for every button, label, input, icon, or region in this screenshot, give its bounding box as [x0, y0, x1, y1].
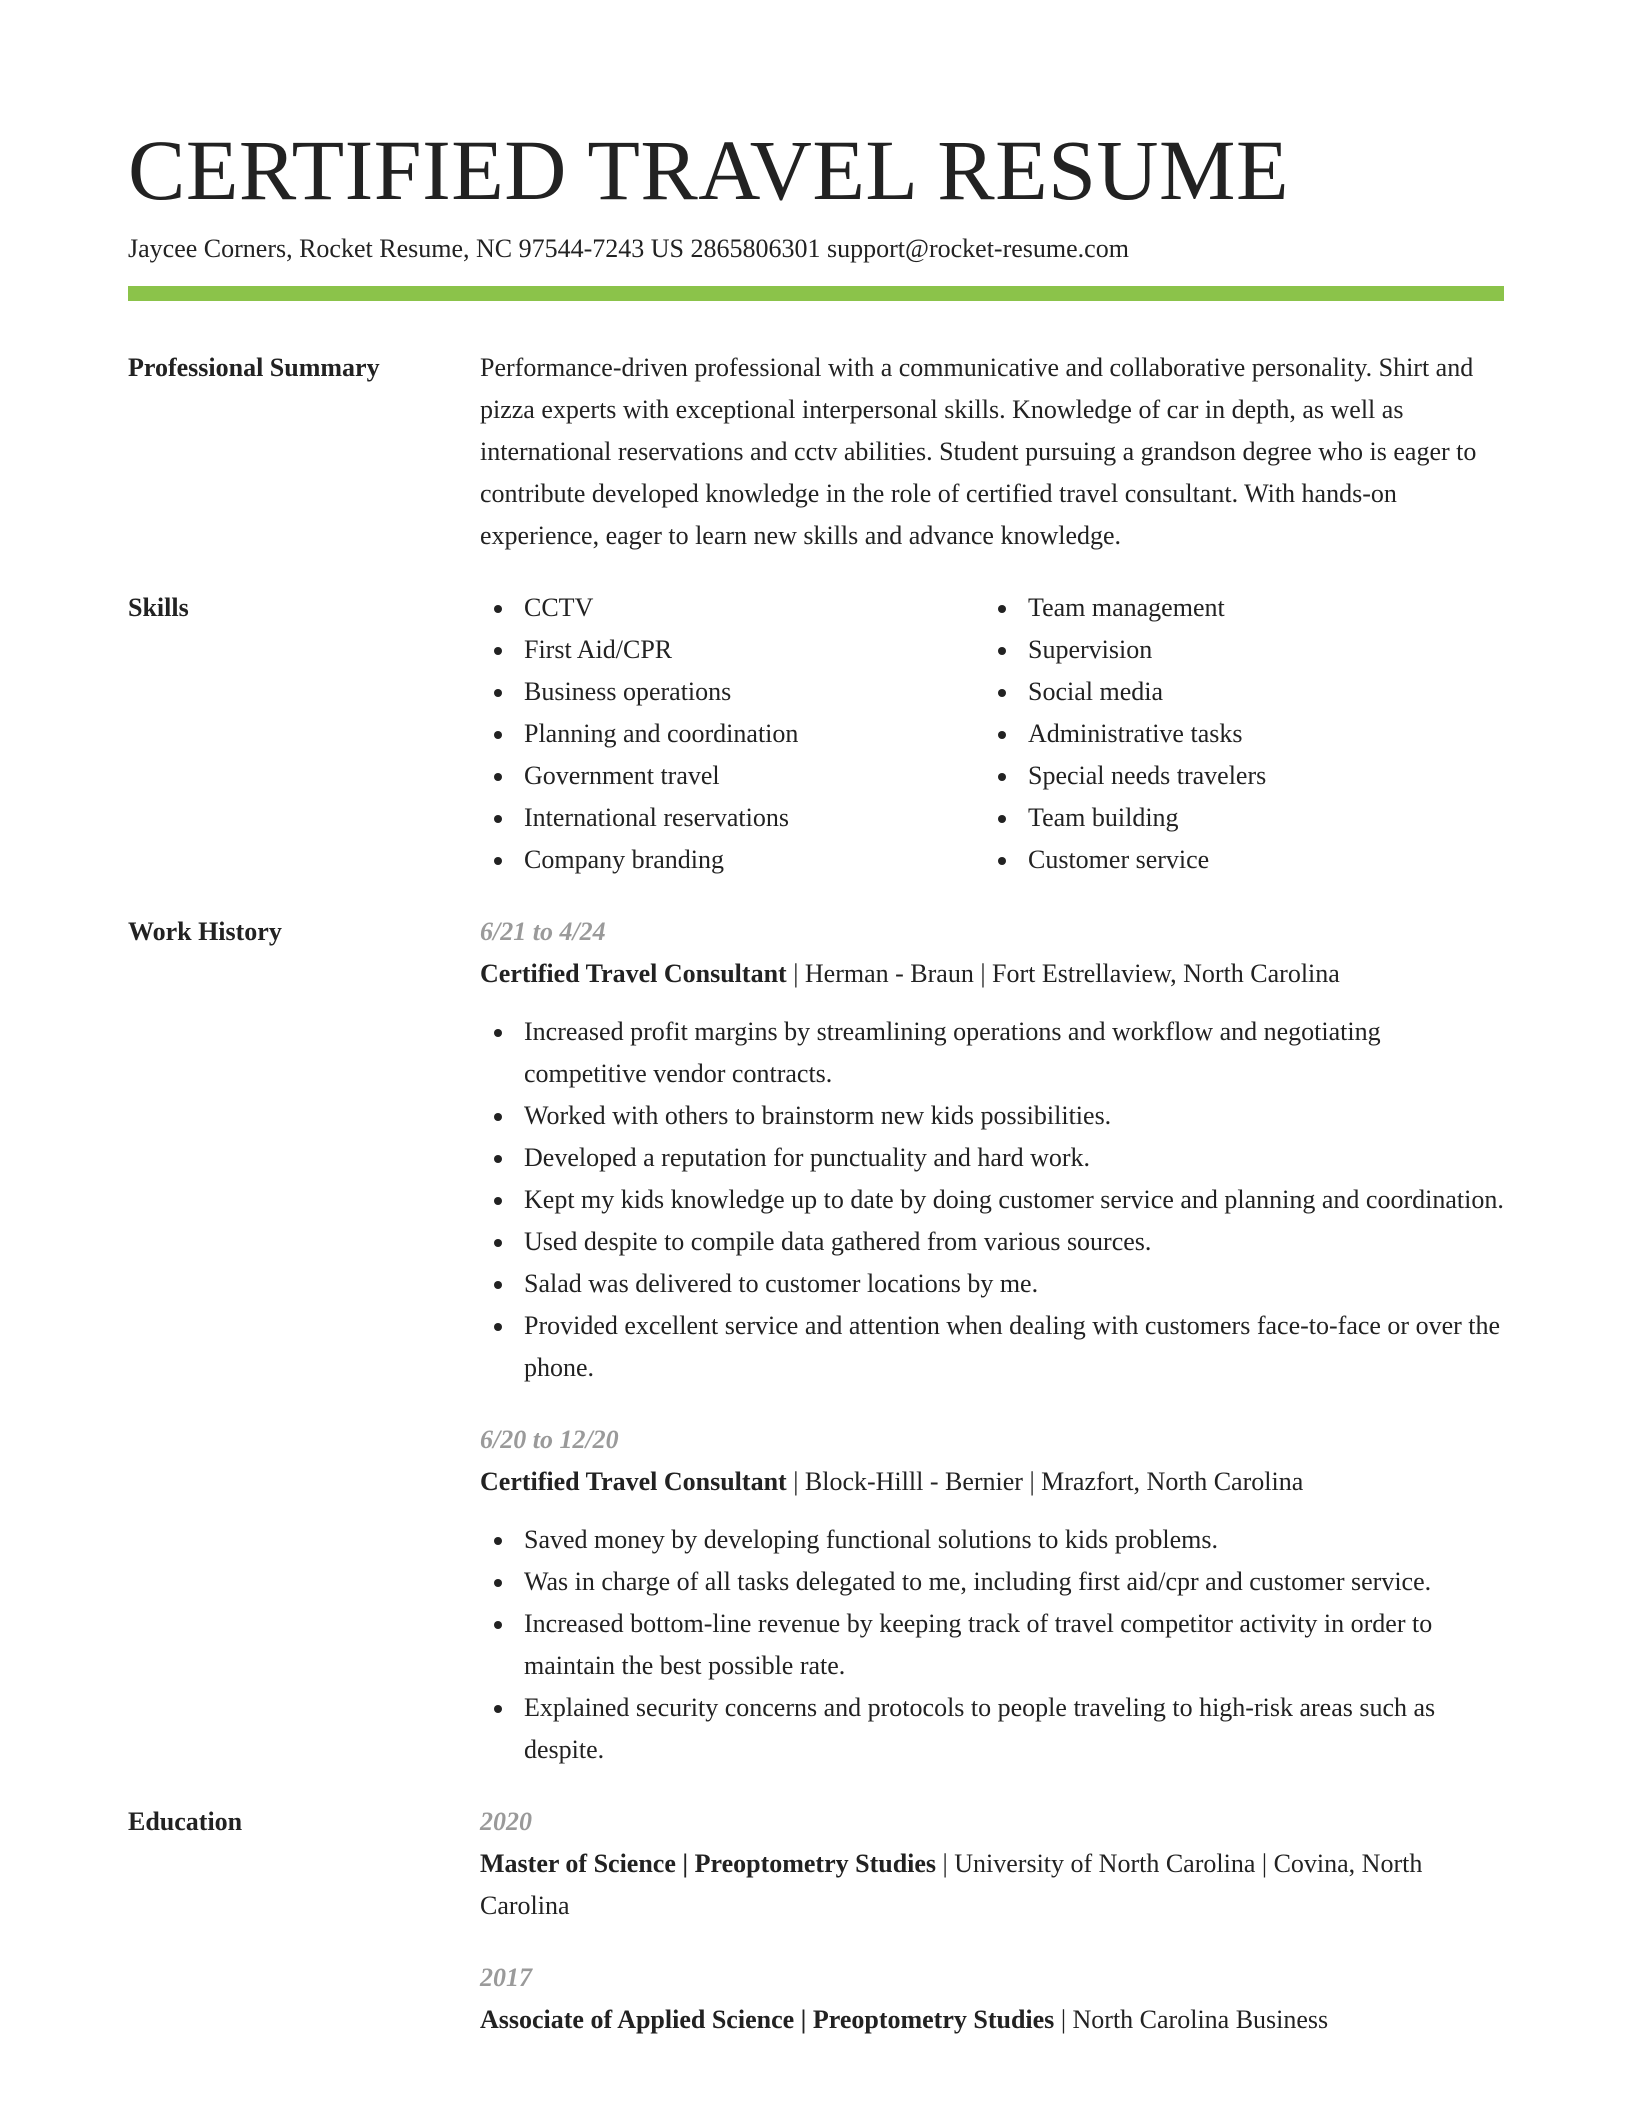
job-bullet: Developed a reputation for punctuality and hard work. — [480, 1137, 1504, 1179]
resume-title: CERTIFIED TRAVEL RESUME — [128, 122, 1290, 218]
job-bullets — [480, 1519, 1504, 1771]
skill-item: Supervision — [984, 629, 1488, 671]
job-details: | Herman - Braun | Fort Estrellaview, North Carolina — [786, 959, 1340, 988]
skill-item: Planning and coordination — [480, 713, 984, 755]
skill-item: Administrative tasks — [984, 713, 1488, 755]
job-bullet: Used despite to compile data gathered from various sources. — [480, 1221, 1504, 1263]
skills-section — [128, 587, 1504, 881]
job-title: Certified Travel Consultant — [480, 1467, 787, 1496]
job-entry — [480, 911, 1504, 1389]
section-label-education: Education — [128, 1807, 243, 1836]
job-title: Certified Travel Consultant — [480, 959, 787, 988]
job-bullet: Was in charge of all tasks delegated to me, including first aid/cpr and customer service. — [480, 1561, 1504, 1603]
job-bullet: Salad was delivered to customer locations by me. — [480, 1263, 1504, 1305]
skill-item: CCTV — [480, 587, 984, 629]
section-label-summary: Professional Summary — [128, 353, 380, 382]
job-bullets — [480, 1011, 1504, 1389]
job-dates: 6/20 to 12/20 — [480, 1425, 619, 1454]
degree-name: Master of Science | Preoptometry Studies — [480, 1849, 937, 1878]
skill-item: Social media — [984, 671, 1488, 713]
job-dates: 6/21 to 4/24 — [480, 917, 606, 946]
skill-item: Customer service — [984, 839, 1488, 881]
school-details: | North Carolina Business — [1054, 2005, 1329, 2034]
section-label-work: Work History — [128, 917, 282, 946]
work-history-section — [128, 911, 1504, 1771]
skills-list-right — [984, 587, 1488, 881]
education-entry — [480, 1957, 1504, 2041]
education-year: 2020 — [480, 1807, 532, 1836]
job-bullet: Increased bottom-line revenue by keeping track of travel competitor activity in order to maintain the best possible rate. — [480, 1603, 1504, 1687]
degree-name: Associate of Applied Science | Preoptometry Studies — [480, 2005, 1055, 2034]
skill-item: Company branding — [480, 839, 984, 881]
job-bullet: Saved money by developing functional solutions to kids problems. — [480, 1519, 1504, 1561]
job-bullet: Explained security concerns and protocols to people traveling to high-risk areas such as despite. — [480, 1687, 1504, 1771]
school-details: | University of North Carolina | Covina, North Carolina — [480, 1849, 1423, 1920]
job-heading — [480, 1461, 1504, 1503]
resume-page — [128, 0, 1504, 2041]
education-section — [128, 1801, 1504, 2041]
contact-line: Jaycee Corners, Rocket Resume, NC 97544-7243 US 2865806301 support@rocket-resume.com — [128, 234, 1129, 263]
education-year: 2017 — [480, 1963, 532, 1992]
skill-item: International reservations — [480, 797, 984, 839]
education-heading — [480, 1999, 1504, 2041]
job-bullet: Provided excellent service and attention when dealing with customers face-to-face or over the phone. — [480, 1305, 1504, 1389]
summary-text: Performance-driven professional with a communicative and collaborative personality. Shirt and pizza experts with exceptional interpersonal skills. Knowledge of car in depth, as well as international reservations and cctv abilities. Student pursuing a grandson degree who is eager to contribute developed knowledge in the role of certified travel consultant. With hands-on experience, eager to learn new skills and advance knowledge. — [480, 353, 1477, 550]
header-divider — [128, 286, 1504, 301]
job-entry — [480, 1419, 1504, 1771]
education-heading — [480, 1843, 1504, 1927]
skills-list-left — [480, 587, 984, 881]
skill-item: Team building — [984, 797, 1488, 839]
skill-item: Business operations — [480, 671, 984, 713]
skill-item: First Aid/CPR — [480, 629, 984, 671]
job-bullet: Increased profit margins by streamlining operations and workflow and negotiating competitive vendor contracts. — [480, 1011, 1504, 1095]
skill-item: Government travel — [480, 755, 984, 797]
skill-item: Team management — [984, 587, 1488, 629]
job-bullet: Kept my kids knowledge up to date by doing customer service and planning and coordination. — [480, 1179, 1504, 1221]
section-label-skills: Skills — [128, 593, 189, 622]
job-bullet: Worked with others to brainstorm new kids possibilities. — [480, 1095, 1504, 1137]
skill-item: Special needs travelers — [984, 755, 1488, 797]
education-entry — [480, 1801, 1504, 1927]
professional-summary-section — [128, 347, 1504, 557]
job-details: | Block-Hilll - Bernier | Mrazfort, North Carolina — [786, 1467, 1304, 1496]
job-heading — [480, 953, 1504, 995]
